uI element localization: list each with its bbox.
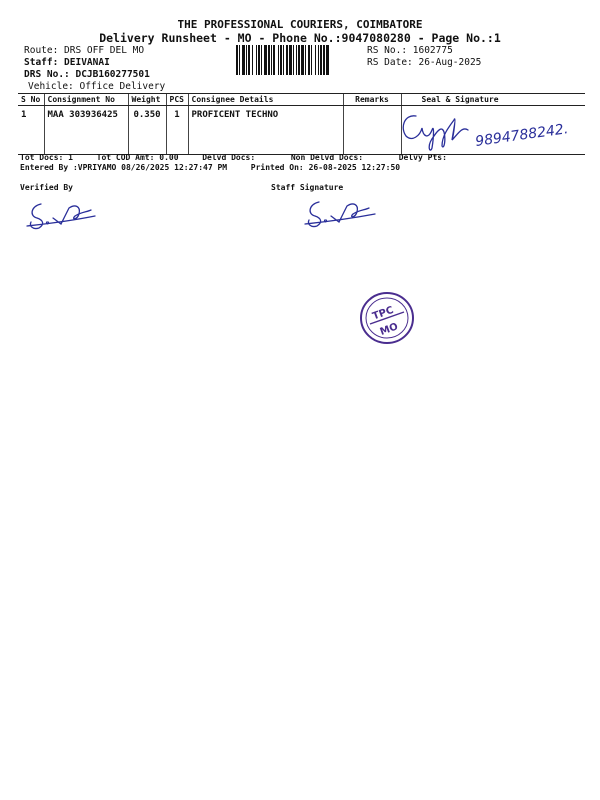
- verified-by-label: Verified By: [20, 183, 73, 192]
- cell-pcs: 1: [166, 106, 188, 155]
- delvd-docs: Delvd Docs:: [202, 153, 256, 162]
- staff-signature-icon: [303, 196, 385, 230]
- cell-sno: 1: [18, 106, 44, 155]
- staff-line: Staff: DEIVANAI: [24, 57, 110, 68]
- cell-consignee: PROFICENT TECHNO: [188, 106, 343, 155]
- rs-date: RS Date: 26-Aug-2025: [367, 57, 482, 68]
- stamp-line2: MO: [378, 321, 400, 338]
- barcode-icon: [236, 45, 363, 75]
- col-header: Remarks: [343, 94, 401, 106]
- non-delvd-docs: Non Delvd Docs:: [290, 153, 364, 162]
- delvy-pts: Delvy Pts:: [398, 153, 447, 162]
- consignee-signature-icon: [398, 106, 588, 154]
- col-header: PCS: [166, 94, 188, 106]
- col-header: Consignee Details: [188, 94, 343, 106]
- cell-consignment: MAA 303936425: [44, 106, 128, 155]
- tot-docs: Tot Docs: 1: [20, 153, 73, 162]
- col-header: Consignment No: [44, 94, 128, 106]
- cell-remarks: [343, 106, 401, 155]
- printed-on: Printed On: 26-08-2025 12:27:50: [250, 163, 401, 172]
- tpc-stamp-icon: [358, 290, 416, 346]
- staff-signature-label: Staff Signature: [271, 183, 344, 192]
- entered-by: Entered By :VPRIYAMO 08/26/2025 12:27:47 PM: [20, 163, 228, 172]
- col-header: Weight: [128, 94, 166, 106]
- drs-number: DRS No.: DCJB160277501: [24, 69, 150, 80]
- tot-cod-amt: Tot COD Amt: 0.00: [96, 153, 179, 162]
- verifier-signature-icon: [25, 198, 105, 232]
- company-name: THE PROFESSIONAL COURIERS, COIMBATORE: [177, 18, 423, 31]
- handwritten-phone: 9894788242.: [474, 121, 570, 150]
- vehicle-line: Vehicle: Office Delivery: [28, 81, 166, 92]
- summary-line: [20, 153, 447, 162]
- entered-line: [20, 163, 400, 172]
- stamp-line1: TPC: [371, 304, 396, 323]
- route-line: Route: DRS OFF DEL MO: [24, 45, 145, 56]
- cell-weight: 0.350: [128, 106, 166, 155]
- table-header-row: [18, 94, 585, 106]
- col-header: S No: [18, 94, 44, 106]
- rs-number: RS No.: 1602775: [367, 45, 453, 56]
- runsheet-title: Delivery Runsheet - MO - Phone No.:9047080280 - Page No.:1: [99, 31, 501, 45]
- col-header: Seal & Signature: [401, 94, 585, 106]
